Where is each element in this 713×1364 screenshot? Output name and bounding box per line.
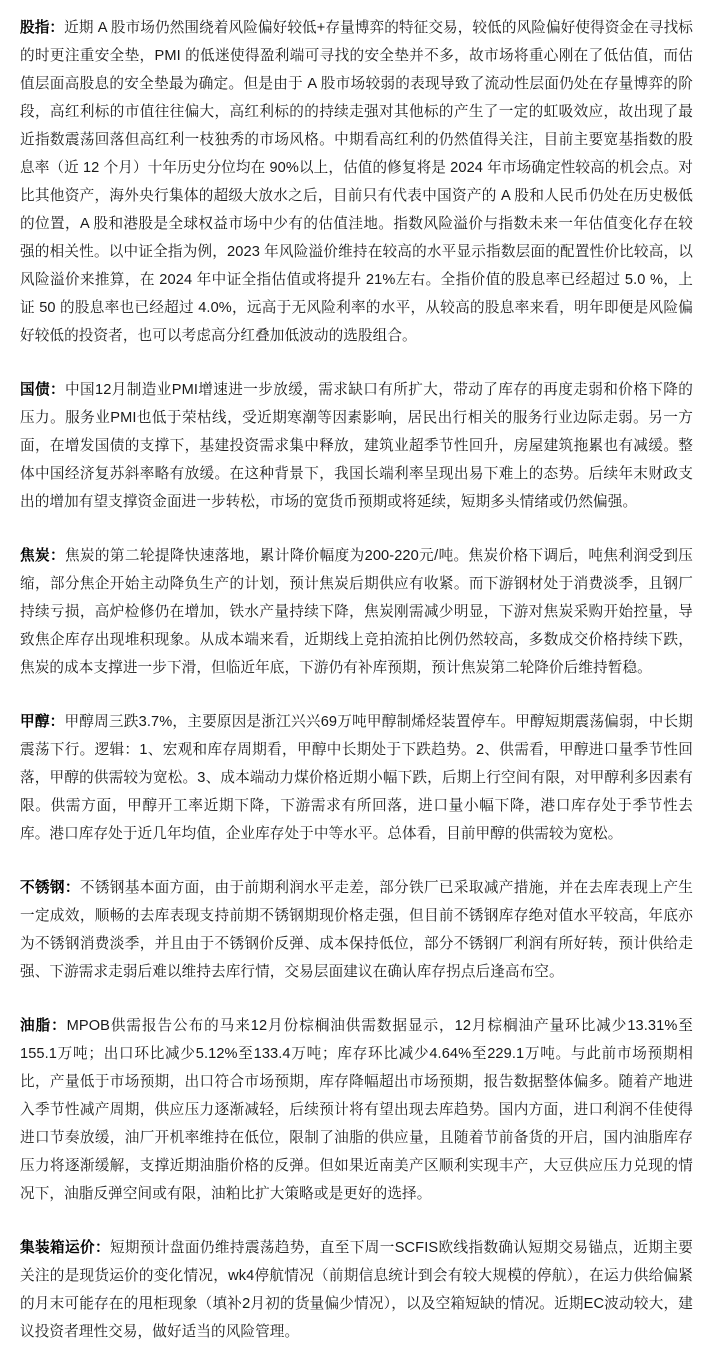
section-text: MPOB供需报告公布的马来12月份棕榈油供需数据显示，12月棕榈油产量环比减少13.31%至155.1万吨；出口环比减少5.12%至133.4万吨；库存环比减少4.64%至229.1万吨。与此前市场预期相比，产量低于市场预期，出口符合市场预期，库存降幅超出市场预期，报告数据整体偏多。随着产地进入季节性减产周期，供应压力逐渐减轻，后续预计将有望出现去库趋势。国内方面，进口利润不佳使得进口节奏放缓，油厂开机率维持在低位，限制了油脂的供应量，且随着节前备货的开启，国内油脂库存压力将逐渐缓解，支撑近期油脂价格的反弹。但如果近南美产区顺利实现丰产，大豆供应压力兑现的情况下，油脂反弹空间或有限，油粕比扩大策略或是更好的选择。 xyxy=(20,1018,693,1202)
section-container-freight xyxy=(20,1234,693,1346)
paragraph xyxy=(20,376,693,516)
section-text: 甲醇周三跌3.7%，主要原因是浙江兴兴69万吨甲醇制烯烃装置停车。甲醇短期震荡偏弱，中长期震荡下行。逻辑：1、宏观和库存周期看，甲醇中长期处于下跌趋势。2、供需看，甲醇进口量季节性回落，甲醇的供需较为宽松。3、成本端动力煤价格近期小幅下跌，后期上行空间有限，对甲醇利多因素有限。供需方面，甲醇开工率近期下降，下游需求有所回落，进口量小幅下降，港口库存处于季节性去库。港口库存处于近几年均值，企业库存处于中等水平。总体看，目前甲醇的供需较为宽松。 xyxy=(20,714,693,842)
section-label: 甲醇： xyxy=(20,714,65,730)
section-label: 不锈钢： xyxy=(20,880,80,896)
section-coke xyxy=(20,542,693,682)
paragraph xyxy=(20,708,693,848)
section-label: 股指： xyxy=(20,20,65,36)
section-text: 不锈钢基本面方面，由于前期利润水平走差，部分铁厂已采取减产措施，并在去库表现上产生一定成效，顺畅的去库表现支持前期不锈钢期现价格走强，但目前不锈钢库存绝对值水平较高，年底亦为不锈钢消费淡季，并且由于不锈钢价反弹、成本保持低位，部分不锈钢厂利润有所好转，预计供给走强、下游需求走弱后难以维持去库行情，交易层面建议在确认库存拐点后逢高布空。 xyxy=(20,880,694,980)
paragraph xyxy=(20,1234,693,1346)
paragraph xyxy=(20,542,693,682)
section-label: 焦炭： xyxy=(20,548,65,564)
section-methanol xyxy=(20,708,693,848)
section-stocks xyxy=(20,14,693,350)
section-oils-fats xyxy=(20,1012,693,1208)
section-text: 中国12月制造业PMI增速进一步放缓，需求缺口有所扩大，带动了库存的再度走弱和价格下降的压力。服务业PMI也低于荣枯线，受近期寒潮等因素影响，居民出行相关的服务行业边际走弱。另一方面，在增发国债的支撑下，基建投资需求集中释放，建筑业超季节性回升，房屋建筑拖累也有减缓。整体中国经济复苏斜率略有放缓。在这种背景下，我国长端利率呈现出易下难上的态势。后续年末财政支出的增加有望支撑资金面进一步转松，市场的宽货币预期或将延续，短期多头情绪或仍然偏强。 xyxy=(20,382,693,510)
section-label: 集装箱运价： xyxy=(20,1240,110,1256)
section-label: 油脂： xyxy=(20,1018,67,1034)
paragraph xyxy=(20,1012,693,1208)
paragraph xyxy=(20,14,693,350)
section-text: 近期 A 股市场仍然围绕着风险偏好较低+存量博弈的特征交易，较低的风险偏好使得资金在寻找标的时更注重安全垫，PMI 的低迷使得盈利端可寻找的安全垫并不多，故市场将重心刚在了低估值，而估值层面高股息的安全垫最为确定。但是由于 A 股市场较弱的表现导致了流动性层面仍处在存量博弈的阶段，高红利标的市值往往偏大，高红利标的的持续走强对其他标的产生了一定的虹吸效应，故出现了最近指数震荡回落但高红利一枝独秀的市场风格。中期看高红利的仍然值得关注，目前主要宽基指数的股息率（近 12 个月）十年历史分位均在 90%以上，估值的修复将是 2024 年市场确定性较高的机会点。对比其他资产，海外央行集体的超级大放水之后，目前只有代表中国资产的 A 股和人民币仍处在历史极低的位置，A 股和港股是全球权益市场中少有的估值洼地。指数风险溢价与指数未来一年估值变化存在较强的相关性。以中证全指为例，2023 年风险溢价维持在较高的水平显示指数层面的配置性价比较高，以风险溢价来推算，在 2024 年中证全指估值或将提升 21%左右。全指价值的股息率已经超过 5.0 %，上证 50 的股息率也已经超过 4.0%，远高于无风险利率的水平，从较高的股息率来看，明年即便是风险偏好较低的投资者，也可以考虑高分红叠加低波动的选股组合。 xyxy=(20,20,693,344)
section-label: 国债： xyxy=(20,382,65,398)
paragraph xyxy=(20,874,693,986)
section-stainless-steel xyxy=(20,874,693,986)
section-text: 短期预计盘面仍维持震荡趋势，直至下周一SCFIS欧线指数确认短期交易锚点，近期主要关注的是现货运价的变化情况，wk4停航情况（前期信息统计到会有较大规模的停航），在运力供给偏紧的月末可能存在的甩柜现象（填补2月初的货量偏少情况），以及空箱短缺的情况。近期EC波动较大，建议投资者理性交易，做好适当的风险管理。 xyxy=(20,1240,693,1340)
section-treasury-bonds xyxy=(20,376,693,516)
section-text: 焦炭的第二轮提降快速落地，累计降价幅度为200-220元/吨。焦炭价格下调后，吨焦利润受到压缩，部分焦企开始主动降负生产的计划，预计焦炭后期供应有收紧。而下游钢材处于消费淡季，且钢厂持续亏损，高炉检修仍在增加，铁水产量持续下降，焦炭刚需减少明显，下游对焦炭采购开始控量，导致焦企库存出现堆积现象。从成本端来看，近期线上竞拍流拍比例仍然较高，多数成交价格持续下跌，焦炭的成本支撑进一步下滑，但临近年底，下游仍有补库预期，预计焦炭第二轮降价后维持暂稳。 xyxy=(20,548,693,676)
